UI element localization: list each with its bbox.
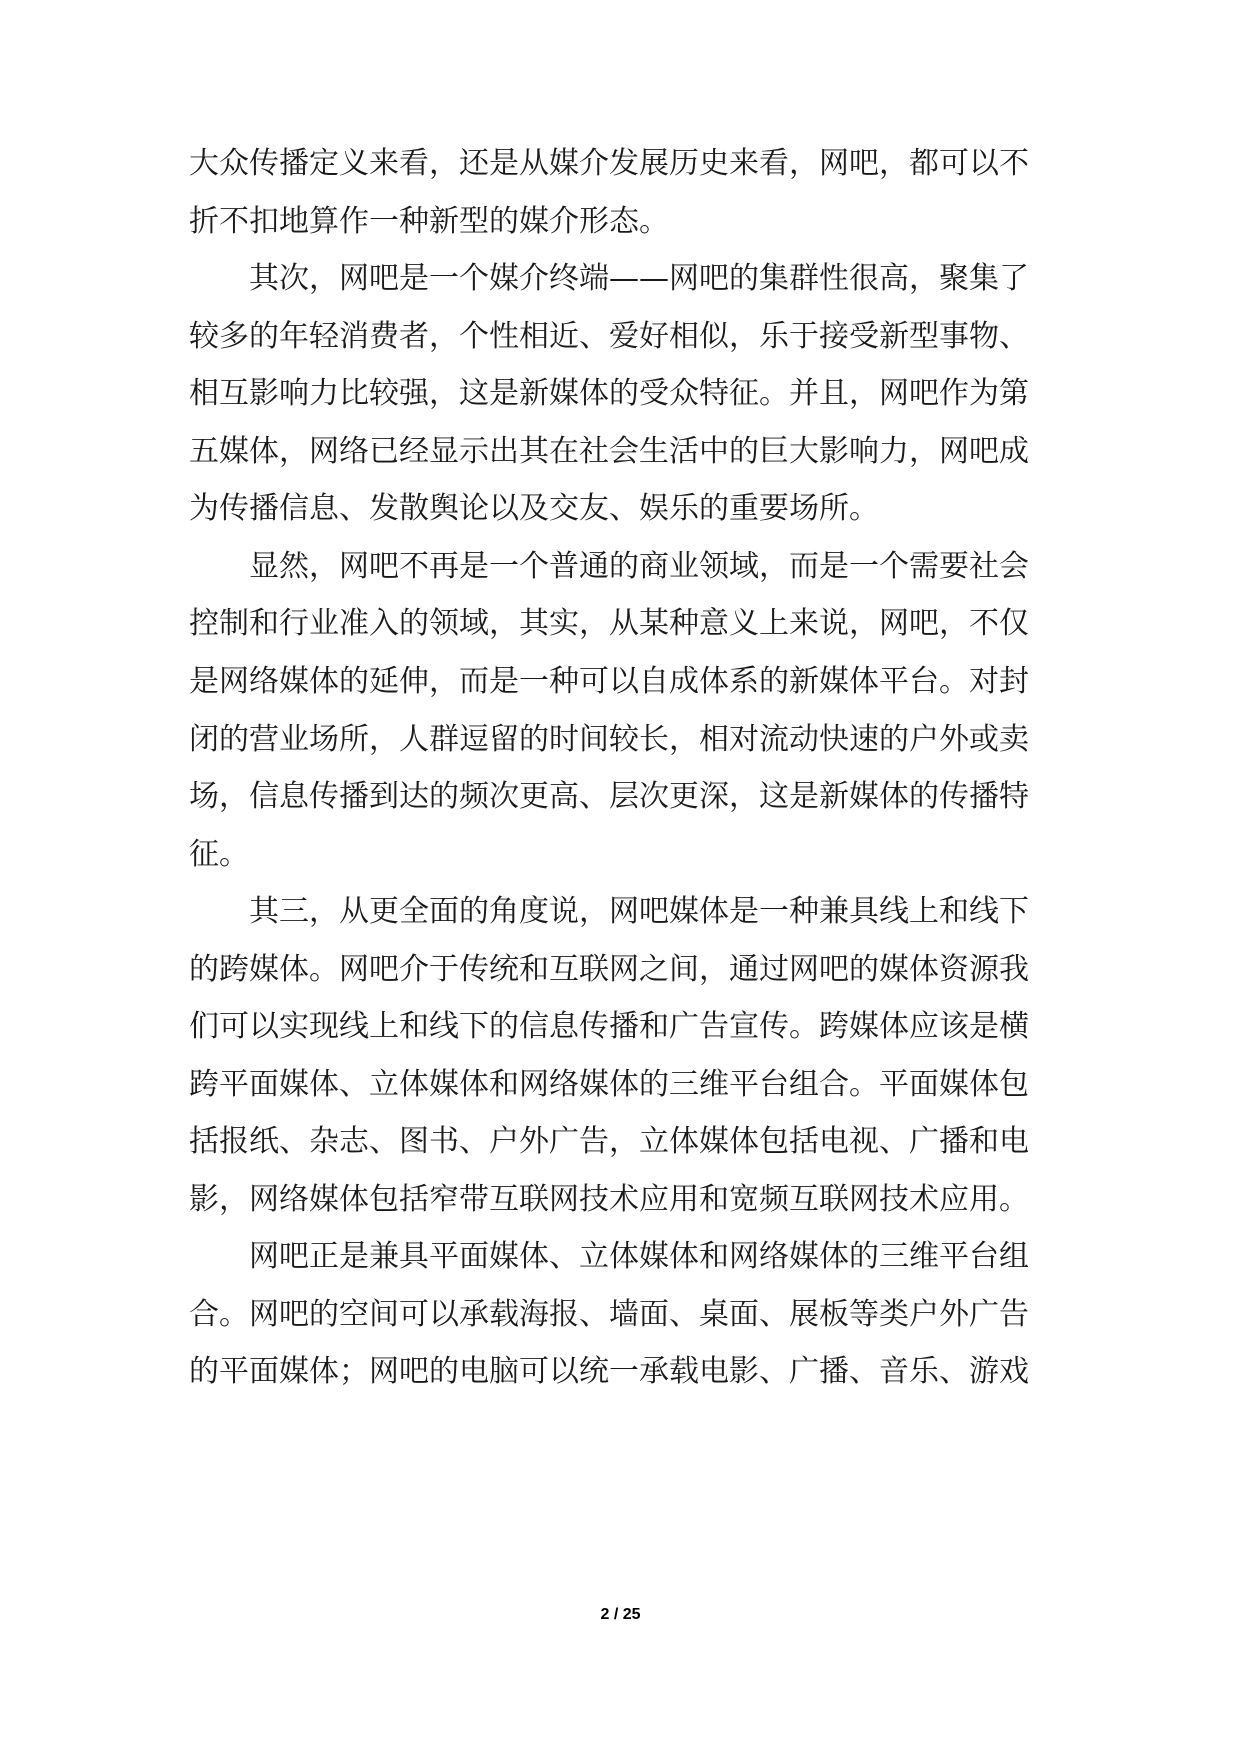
text-line: 征。 bbox=[189, 837, 249, 872]
text-line: 是网络媒体的延伸，而是一种可以自成体系的新媒体平台。对封 bbox=[189, 664, 1029, 699]
text-line: 其三，从更全面的角度说，网吧媒体是一种兼具线上和线下 bbox=[249, 894, 1029, 929]
text-line: 五媒体，网络已经显示出其在社会生活中的巨大影响力，网吧成 bbox=[189, 434, 1029, 469]
text-line: 相互影响力比较强，这是新媒体的受众特征。并且，网吧作为第 bbox=[189, 376, 1029, 411]
page-number: 2 / 25 bbox=[600, 1606, 641, 1623]
text-line: 为传播信息、发散舆论以及交友、娱乐的重要场所。 bbox=[189, 491, 879, 526]
text-line: 影，网络媒体包括窄带互联网技术应用和宽频互联网技术应用。 bbox=[189, 1182, 1029, 1217]
text-line: 合。网吧的空间可以承载海报、墙面、桌面、展板等类户外广告 bbox=[189, 1297, 1029, 1332]
text-line: 场，信息传播到达的频次更高、层次更深，这是新媒体的传播特 bbox=[189, 779, 1029, 814]
text-line: 闭的营业场所，人群逗留的时间较长，相对流动快速的户外或卖 bbox=[189, 722, 1029, 757]
text-line: 显然，网吧不再是一个普通的商业领域，而是一个需要社会 bbox=[249, 549, 1029, 584]
text-line: 网吧正是兼具平面媒体、立体媒体和网络媒体的三维平台组 bbox=[249, 1239, 1029, 1274]
text-line: 控制和行业准入的领域，其实，从某种意义上来说，网吧，不仅 bbox=[189, 606, 1029, 641]
text-line: 们可以实现线上和线下的信息传播和广告宣传。跨媒体应该是横 bbox=[189, 1009, 1029, 1044]
text-line: 大众传播定义来看，还是从媒介发展历史来看，网吧，都可以不 bbox=[189, 146, 1029, 181]
text-line: 括报纸、杂志、图书、户外广告，立体媒体包括电视、广播和电 bbox=[189, 1124, 1029, 1159]
text-line: 其次，网吧是一个媒介终端——网吧的集群性很高，聚集了 bbox=[249, 261, 1029, 296]
text-line: 折不扣地算作一种新型的媒介形态。 bbox=[189, 204, 669, 239]
text-line: 较多的年轻消费者，个性相近、爱好相似，乐于接受新型事物、 bbox=[189, 319, 1029, 354]
text-line: 的平面媒体；网吧的电脑可以统一承载电影、广播、音乐、游戏 bbox=[189, 1354, 1029, 1389]
text-line: 的跨媒体。网吧介于传统和互联网之间，通过网吧的媒体资源我 bbox=[189, 952, 1029, 987]
text-line: 跨平面媒体、立体媒体和网络媒体的三维平台组合。平面媒体包 bbox=[189, 1067, 1029, 1102]
